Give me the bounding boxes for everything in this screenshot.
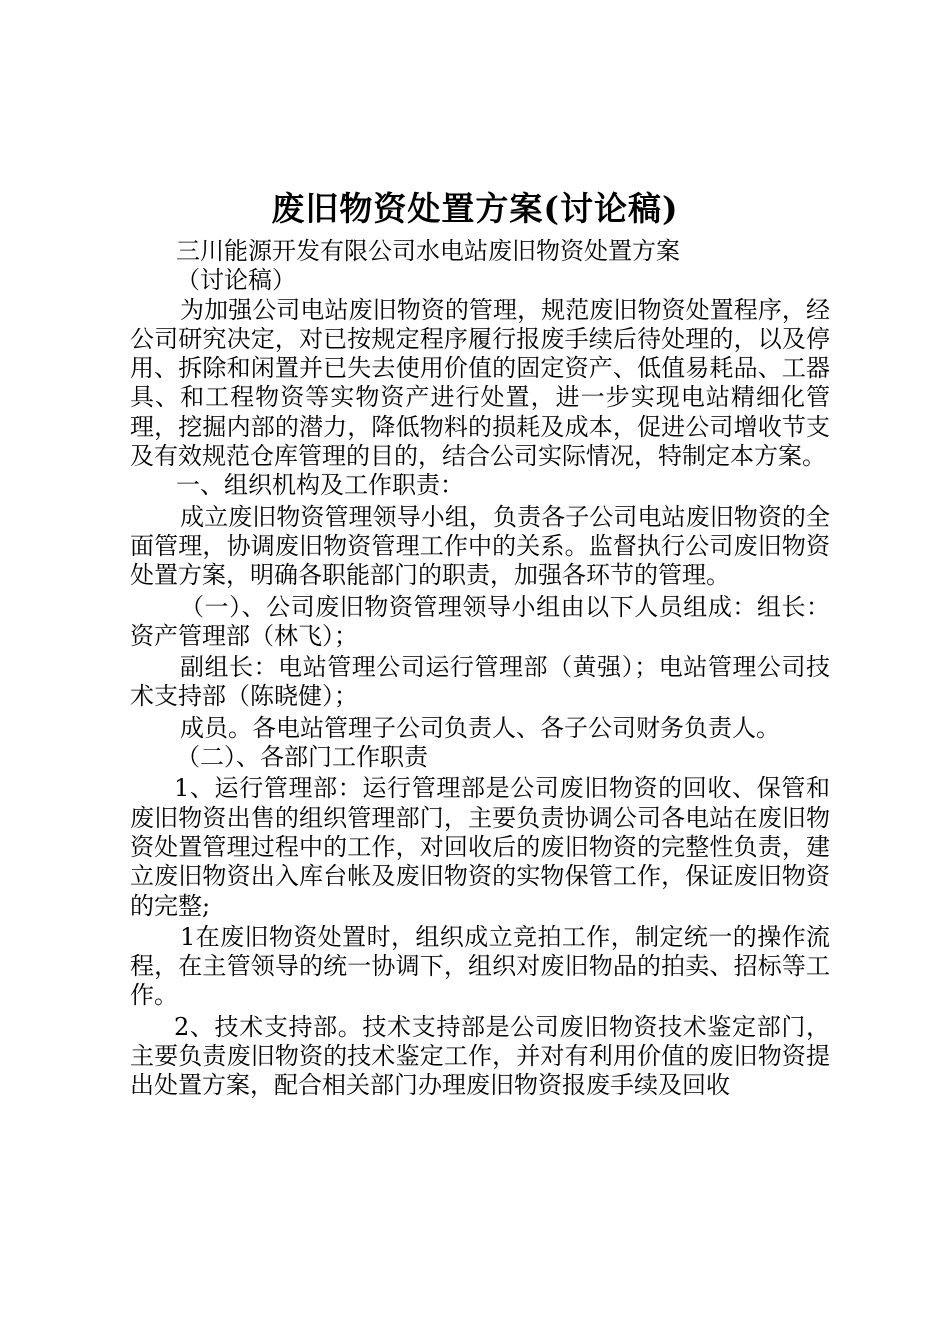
section-heading-organization: 一、组织机构及工作职责：	[176, 471, 464, 500]
document-title: 废旧物资处置方案(讨论稿)	[271, 189, 679, 228]
section-heading-duties: （二）、各部门工作职责	[176, 743, 428, 772]
draft-label: （讨论稿）	[176, 266, 296, 295]
group-members-paragraph: （一）、公司废旧物资管理领导小组由以下人员组成：组长：资产管理部（林飞）；	[130, 592, 830, 650]
tech-support-dept-paragraph: 2、技术支持部。技术支持部是公司废旧物资技术鉴定部门，主要负责废旧物资的技术鉴定工作，并对有利用价值的废旧物资提出处置方案，配合相关部门办理废旧物资报废手续及回收	[130, 1012, 830, 1100]
members-paragraph: 成员。各电站管理子公司负责人、各子公司财务负责人。	[180, 713, 780, 742]
subtitle-line: 三川能源开发有限公司水电站废旧物资处置方案	[176, 237, 680, 265]
deputy-leaders-paragraph: 副组长：电站管理公司运行管理部（黄强）；电站管理公司技术支持部（陈晓健）；	[130, 653, 830, 711]
operations-dept-paragraph: 1、运行管理部：运行管理部是公司废旧物资的回收、保管和废旧物资出售的组织管理部门，主要负责协调公司各电站在废旧物资处置管理过程中的工作，对回收后的废旧物资的完整性负责，建立废旧物资出入库台帐及废旧物资的实物保管工作，保证废旧物资的完整;	[130, 774, 830, 920]
auction-paragraph: 1在废旧物资处置时，组织成立竞拍工作，制定统一的操作流程，在主管领导的统一协调下，组织对废旧物品的拍卖、招标等工作。	[130, 922, 830, 1010]
intro-paragraph: 为加强公司电站废旧物资的管理，规范废旧物资处置程序，经公司研究决定，对已按规定程序履行报废手续后待处理的，以及停用、拆除和闲置并已失去使用价值的固定资产、低值易耗品、工器具、和工程物资等实物资产进行处置，进一步实现电站精细化管理，挖掘内部的潜力，降低物料的损耗及成本，促进公司增收节支及有效规范仓库管理的目的，结合公司实际情况，特制定本方案。	[130, 295, 830, 471]
document-body	[130, 237, 830, 1101]
leadership-group-paragraph: 成立废旧物资管理领导小组，负责各子公司电站废旧物资的全面管理，协调废旧物资管理工作中的关系。监督执行公司废旧物资处置方案，明确各职能部门的职责，加强各环节的管理。	[130, 502, 830, 590]
